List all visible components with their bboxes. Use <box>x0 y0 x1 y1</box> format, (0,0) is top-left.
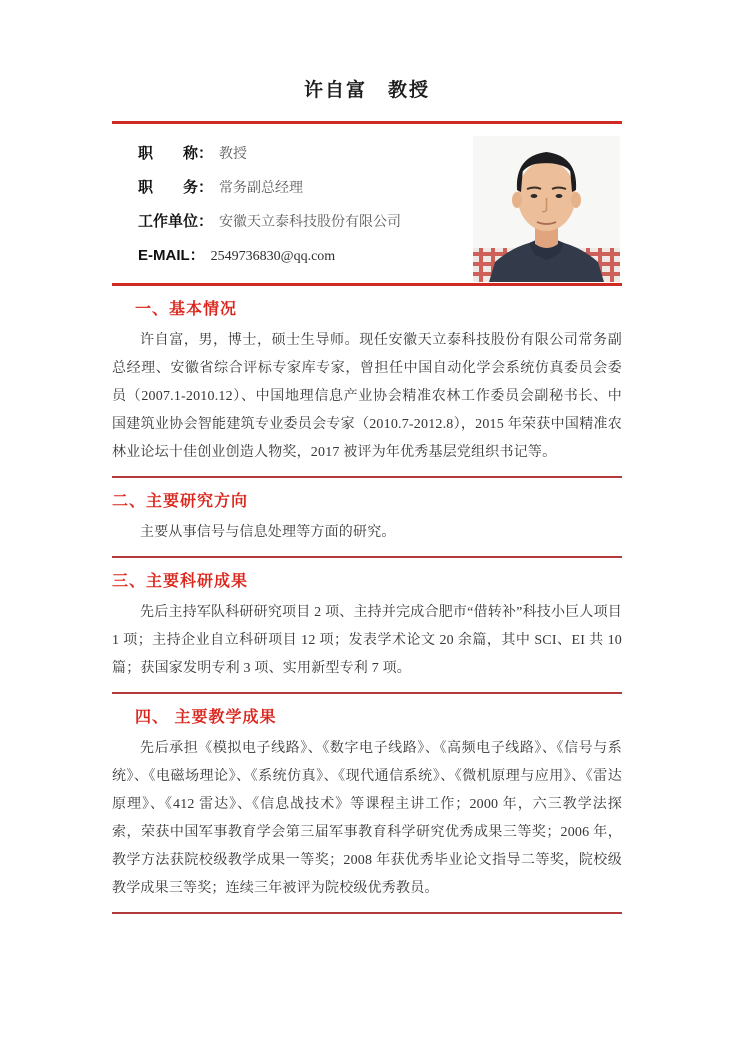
section-basic-info-title: 一、基本情况 <box>135 301 238 318</box>
profile-email-value: 2549736830@qq.com <box>210 249 336 264</box>
section-research-achievements-title: 三、主要科研成果 <box>112 573 249 590</box>
profile-label: 职 称： <box>138 145 214 162</box>
section-basic-info <box>112 299 622 467</box>
profile-photo <box>473 136 620 282</box>
section-research-achievements-paragraph: 先后主持军队科研研究项目 2 项、主持并完成合肥市“借转补”科技小巨人项目 1 项；主持企业自立科研项目 12 项；发表学术论文 20 余篇，其中 SCI、EI 共 10 篇；获国家发明专利 3 项、实用新型专利 7 项。 <box>112 605 622 676</box>
divider <box>112 692 622 694</box>
profile-value: 教授 <box>219 147 248 162</box>
section-research-directions-title: 二、主要研究方向 <box>112 493 249 510</box>
profile-info-section <box>112 124 622 283</box>
section-basic-info-paragraph: 许自富，男，博士，硕士生导师。现任安徽天立泰科技股份有限公司常务副总经理、安徽省综合评标专家库专家，曾担任中国自动化学会系统仿真委员会委员（2007.1-2010.12）、中国地理信息产业协会精准农林工作委员会副秘书长、中国建筑业协会智能建筑专业委员会专家（2010.7-2012.8），2015 年荣获中国精准农林业论坛十佳创业创造人物奖，2017 被评为年优秀基层党组织书记等。 <box>112 333 622 460</box>
profile-label: E-MAIL： <box>138 247 205 264</box>
profile-label: 工作单位： <box>138 213 214 230</box>
section-research-achievements <box>112 571 622 683</box>
divider <box>112 556 622 558</box>
profile-value: 常务副总经理 <box>219 181 304 196</box>
divider-info-bottom <box>112 283 622 286</box>
section-research-directions <box>112 491 622 547</box>
profile-value: 安徽天立泰科技股份有限公司 <box>219 215 402 230</box>
portrait-illustration <box>473 136 620 282</box>
section-teaching-achievements <box>112 707 622 903</box>
section-teaching-achievements-title: 四、 主要教学成果 <box>135 709 277 726</box>
profile-label: 职 务： <box>138 179 214 196</box>
section-teaching-achievements-paragraph: 先后承担《模拟电子线路》、《数字电子线路》、《高频电子线路》、《信号与系统》、《电磁场理论》、《系统仿真》、《现代通信系统》、《微机原理与应用》、《雷达原理》、《412 雷达》、《信息战技术》等课程主讲工作；2000 年，六三教学法探索，荣获中国军事教育学会第三届军事教育科学研究优秀成果三等奖；2006 年，教学方法获院校级教学成果一等奖；2008 年获优秀毕业论文指导二等奖，院校级教学成果三等奖；连续三年被评为院校级优秀教员。 <box>112 741 622 896</box>
section-research-directions-paragraph: 主要从事信号与信息处理等方面的研究。 <box>140 525 396 540</box>
page-title: 许自富 教授 <box>303 80 430 101</box>
divider-bottom <box>112 912 622 914</box>
page-content <box>112 0 622 914</box>
divider <box>112 476 622 478</box>
